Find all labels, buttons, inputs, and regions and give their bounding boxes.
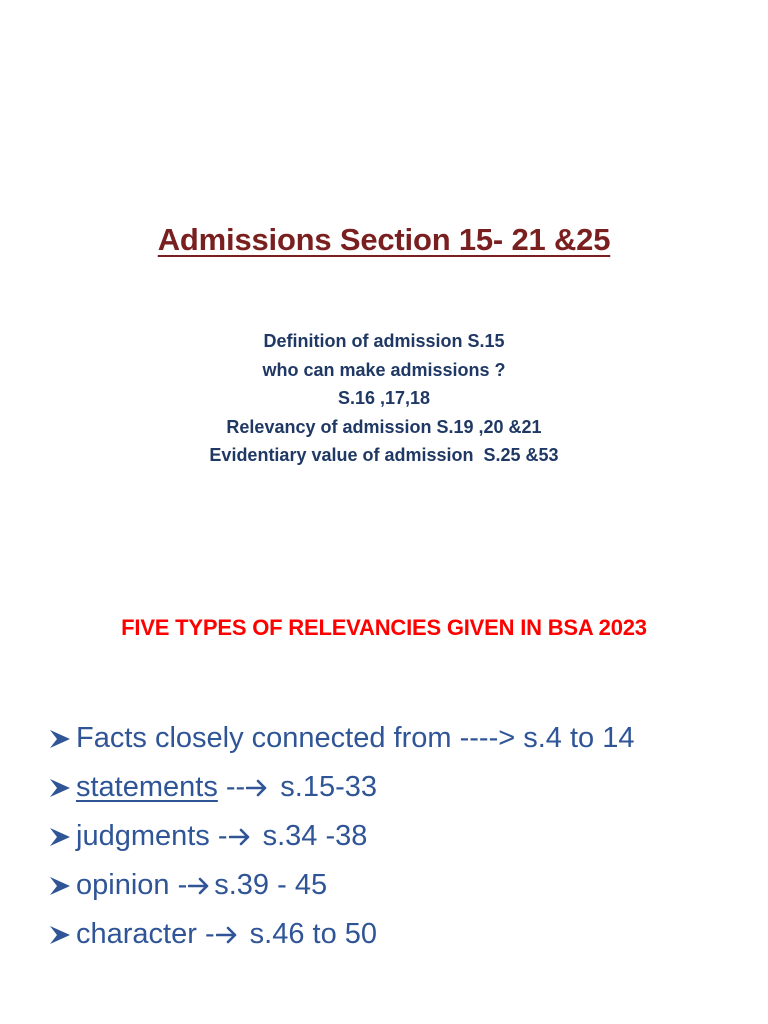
list-item-label: statements <box>76 771 218 803</box>
page-title: Admissions Section 15- 21 &25 <box>157 222 611 257</box>
list-item-label: character - <box>76 918 215 950</box>
list-item-separator: -- <box>217 771 246 803</box>
subtitle-line: Evidentiary value of admission S.25 &53 <box>209 445 559 465</box>
list-item-ref: s.15-33 <box>272 771 378 803</box>
right-arrow-icon <box>216 925 238 945</box>
right-arrow-icon <box>188 876 210 896</box>
relevancy-list <box>48 714 634 959</box>
list-item <box>48 714 634 763</box>
list-item-label: judgments - <box>76 820 228 852</box>
subtitle-line: who can make admissions ? <box>262 359 506 380</box>
list-item <box>48 910 634 959</box>
subtitle-line: Relevancy of admission S.19 ,20 &21 <box>226 416 542 437</box>
right-arrow-icon <box>229 827 251 847</box>
right-arrow-icon <box>246 778 268 798</box>
list-item-ref: s.46 to 50 <box>241 918 378 950</box>
subtitle-block <box>0 327 768 470</box>
list-item-text: Facts closely connected from ----> s.4 to 14 <box>76 722 635 754</box>
arrowhead-bullet-icon <box>48 775 74 801</box>
list-item-label: opinion - <box>76 869 188 901</box>
arrowhead-bullet-icon <box>48 922 74 948</box>
arrowhead-bullet-icon <box>48 726 74 752</box>
section-heading: FIVE TYPES OF RELEVANCIES GIVEN IN BSA 2023 <box>121 615 647 640</box>
list-item <box>48 861 634 910</box>
list-item-ref: s.34 -38 <box>254 820 368 852</box>
list-item <box>48 763 634 812</box>
subtitle-line: S.16 ,17,18 <box>337 388 431 408</box>
arrowhead-bullet-icon <box>48 824 74 850</box>
list-item-ref: s.39 - 45 <box>214 869 328 901</box>
arrowhead-bullet-icon <box>48 873 74 899</box>
list-item <box>48 812 634 861</box>
subtitle-line: Definition of admission S.15 <box>263 331 505 351</box>
